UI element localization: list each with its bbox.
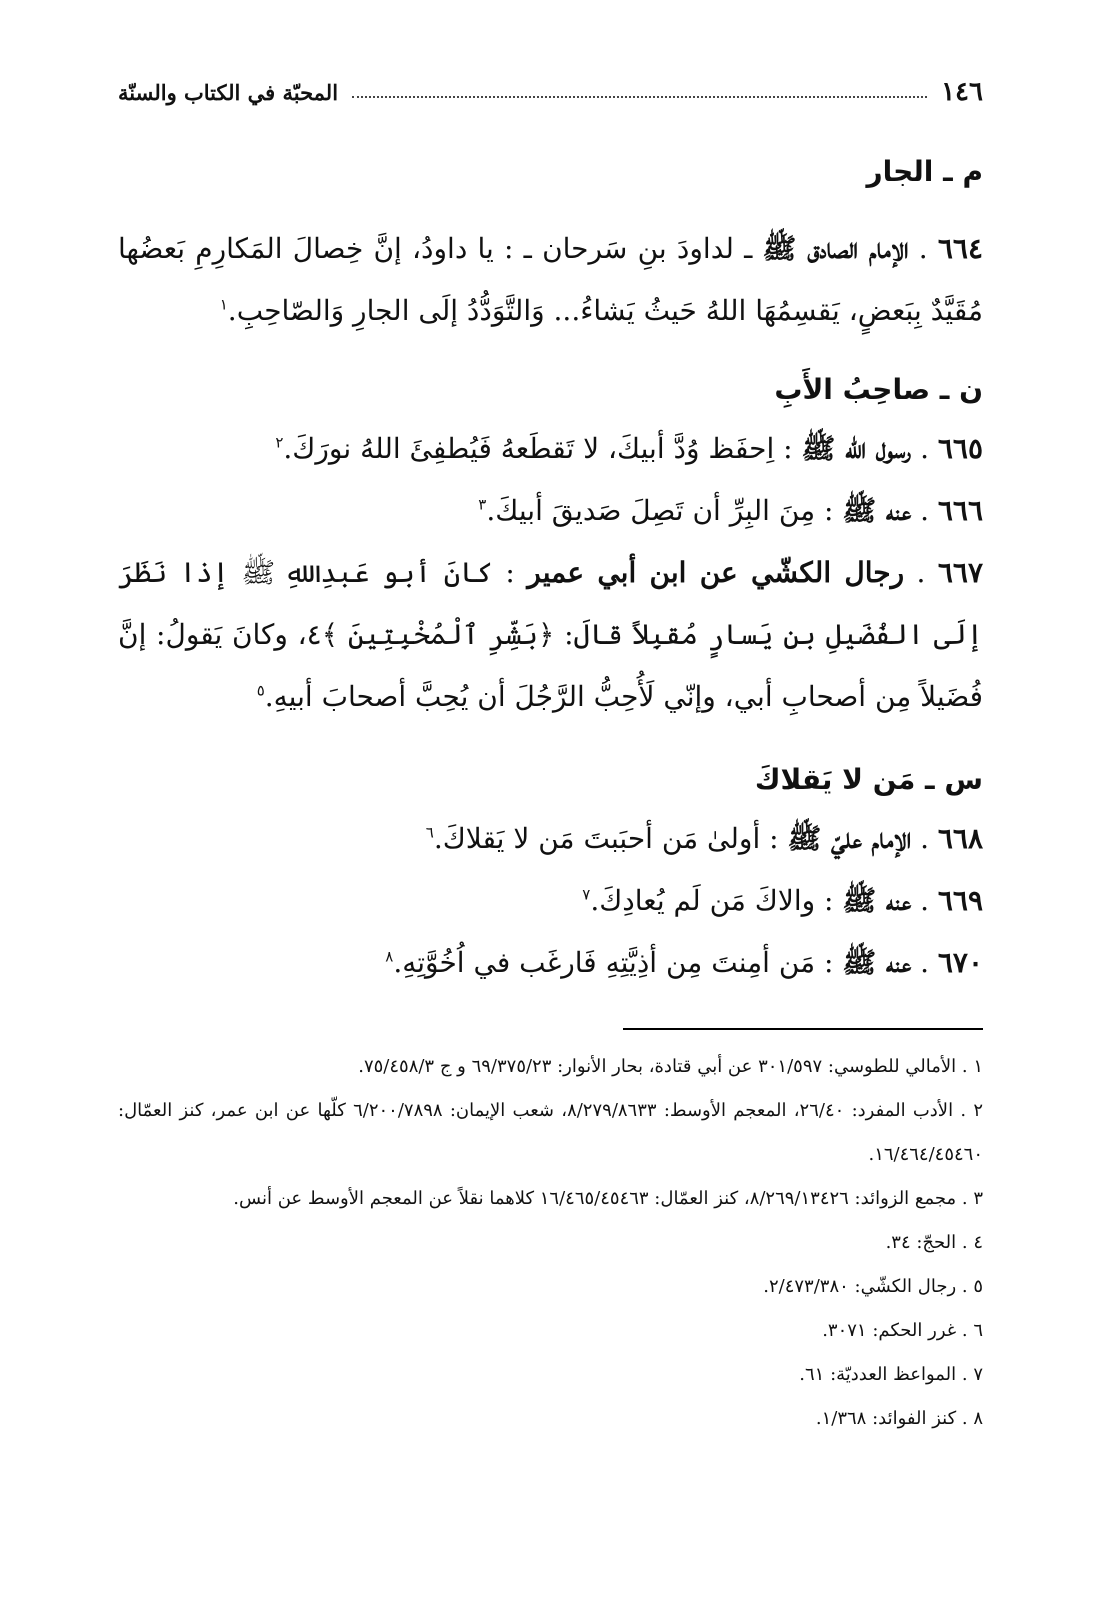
hadith-number: ٦٧٠ bbox=[937, 946, 983, 979]
footnote-item: ٨ . كنز الفوائد: ١/٣٦٨. bbox=[815, 1408, 983, 1429]
hadith-number: ٦٦٨ bbox=[937, 822, 983, 855]
section-neighbor bbox=[118, 150, 983, 342]
hadith-number: ٦٦٩ bbox=[937, 884, 983, 917]
hadith-source: رجال الكشّي عن ابن أبي عمير bbox=[527, 556, 905, 589]
hadith-entry: ٦٦٤ . الإمام الصادق ﷺ ـ لداودَ بنِ سَرحان ـ : يا داودُ، إنَّ خِصالَ المَكارِمِ بَعضُها مُقَيَّدٌ بِبَعضٍ، يَقسِمُهَا اللهُ حَيثُ يَشاءُ... وَالتَّوَدُّدُ إلَى الجارِ وَالصّاحِبِ.$^١$ bbox=[118, 232, 984, 327]
hadith-number: ٦٦٤ bbox=[937, 232, 984, 265]
hadith-entry: ٦٧٠ . عنه ﷺ : مَن أمِنتَ مِن أذِيَّتِهِ فَارغَب في اُخُوَّتِهِ.$^٨$ bbox=[385, 946, 983, 979]
section-father-companion bbox=[118, 368, 983, 728]
footnote-marker[interactable]: ٥ bbox=[256, 681, 265, 700]
footnote-item: ٦ . غرر الحكم: ٣٠٧١. bbox=[822, 1320, 983, 1341]
hadith-text: : كانَ أبو عَبدِاللهِ ﷺ إذا نَظَرَ إلَى الفُضَيلِ بنِ يَسارٍ مُقبِلاً قالَ: ﴿بَشِّرِ ٱلْمُخْبِتِينَ ﴾٤، وكانَ يَقولُ: إنَّ فُضَيلاً مِن أصحابِ أبي، وإنّي لَأُحِبُّ الرَّجُلَ أن يُحِبَّ أصحابَ أبيهِ. bbox=[118, 556, 984, 713]
page-number: ١٤٦ bbox=[941, 77, 983, 107]
hadith-source: عنه ﷺ bbox=[842, 884, 912, 917]
hadith-source: الإمام عليّ ﷺ bbox=[787, 822, 912, 855]
hadith-text: : أولىٰ مَن أحبَبتَ مَن لا يَقلاكَ. bbox=[433, 822, 779, 855]
hadith-entry: ٦٦٩ . عنه ﷺ : والاكَ مَن لَم يُعادِكَ.$^٧$ bbox=[582, 884, 983, 917]
hadith-source: رسول الله ﷺ bbox=[801, 432, 912, 465]
hadith-source: عنه ﷺ bbox=[842, 494, 912, 527]
hadith-text: : والاكَ مَن لَم يُعادِكَ. bbox=[590, 884, 834, 917]
footnote-marker[interactable]: ٨ bbox=[385, 947, 394, 966]
hadith-number: ٦٦٧ bbox=[937, 556, 983, 589]
footnote-marker[interactable]: ٣ bbox=[478, 495, 487, 514]
header-leader-dots bbox=[352, 96, 927, 98]
footnote-item: ٥ . رجال الكشّي: ٢/٤٧٣/٣٨٠. bbox=[763, 1276, 983, 1297]
hadith-entry: ٦٦٧ . رجال الكشّي عن ابن أبي عمير : كانَ أبو عَبدِاللهِ ﷺ إذا نَظَرَ إلَى الفُضَيلِ بنِ يَسارٍ مُقبِلاً قالَ: ﴿بَشِّرِ ٱلْمُخْبِتِينَ ﴾٤، وكانَ يَقولُ: إنَّ فُضَيلاً مِن أصحابِ أبي، وإنّي لَأُحِبُّ الرَّجُلَ أن يُحِبَّ أصحابَ أبيهِ.$^٥$ bbox=[118, 556, 984, 713]
footnote-item: ٣ . مجمع الزوائد: ٨/٢٦٩/١٣٤٢٦، كنز العمّال: ١٦/٤٦٥/٤٥٤٦٣ كلاهما نقلاً عن المعجم الأوسط عن أنس. bbox=[233, 1188, 983, 1209]
footnote-separator bbox=[623, 1028, 983, 1030]
footnote-marker[interactable]: ٦ bbox=[425, 823, 434, 842]
footnote-item: ٢ . الأدب المفرد: ٢٦/٤٠، المعجم الأوسط: ٨/٢٧٩/٨٦٣٣، شعب الإيمان: ٦/٢٠٠/٧٨٩٨ كلّها عن ابن عمر، كنز العمّال: ١٦/٤٦٤/٤٥٤٦٠. bbox=[118, 1100, 983, 1165]
hadith-number: ٦٦٥ bbox=[937, 432, 983, 465]
hadith-text: : مِنَ البِرِّ أن تَصِلَ صَديقَ أبيكَ. bbox=[486, 494, 834, 527]
footnote-item: ٤ . الحجّ: ٣٤. bbox=[885, 1232, 983, 1253]
hadith-text: ـ لداودَ بنِ سَرحان ـ : يا داودُ، إنَّ خِصالَ المَكارِمِ بَعضُها مُقَيَّدٌ بِبَعضٍ، يَقسِمُهَا اللهُ حَيثُ يَشاءُ... وَالتَّوَدُّدُ إلَى الجارِ وَالصّاحِبِ. bbox=[118, 232, 983, 327]
hadith-entry: ٦٦٦ . عنه ﷺ : مِنَ البِرِّ أن تَصِلَ صَديقَ أبيكَ.$^٣$ bbox=[478, 494, 983, 527]
page-header bbox=[118, 72, 983, 112]
hadith-entry: ٦٦٥ . رسول الله ﷺ : اِحفَظ وُدَّ أبيكَ، لا تَقطَعهُ فَيُطفِئَ اللهُ نورَكَ.$^٢$ bbox=[275, 432, 983, 465]
hadith-entry: ٦٦٨ . الإمام عليّ ﷺ : أولىٰ مَن أحبَبتَ مَن لا يَقلاكَ.$^٦$ bbox=[425, 822, 983, 855]
hadith-text: : مَن أمِنتَ مِن أذِيَّتِهِ فَارغَب في اُخُوَّتِهِ. bbox=[393, 946, 834, 979]
section-heading: ن ـ صاحِبُ الأَبِ bbox=[774, 373, 983, 406]
running-title: المحبّة في الكتاب والسنّة bbox=[118, 79, 339, 105]
hadith-source: عنه ﷺ bbox=[842, 946, 912, 979]
section-heading: س ـ مَن لا يَقلاكَ bbox=[754, 763, 983, 796]
section-heading: م ـ الجار bbox=[866, 155, 983, 188]
footnote-item: ٧ . المواعظ العدديّة: ٦١. bbox=[799, 1364, 983, 1385]
footnote-marker[interactable]: ١ bbox=[219, 295, 228, 314]
hadith-source: الإمام الصادق ﷺ bbox=[762, 232, 909, 265]
footnotes bbox=[118, 1045, 983, 1441]
section-not-hating bbox=[118, 758, 983, 994]
footnote-item: ١ . الأمالي للطوسي: ٣٠١/٥٩٧ عن أبي قتادة، بحار الأنوار: ٦٩/٣٧٥/٢٣ و ج ٧٥/٤٥٨/٣. bbox=[358, 1056, 983, 1077]
main-text bbox=[118, 150, 983, 994]
footnote-marker[interactable]: ٢ bbox=[275, 433, 284, 452]
hadith-number: ٦٦٦ bbox=[937, 494, 983, 527]
footnote-marker[interactable]: ٧ bbox=[582, 885, 591, 904]
hadith-text: : اِحفَظ وُدَّ أبيكَ، لا تَقطَعهُ فَيُطفِئَ اللهُ نورَكَ. bbox=[283, 432, 793, 465]
